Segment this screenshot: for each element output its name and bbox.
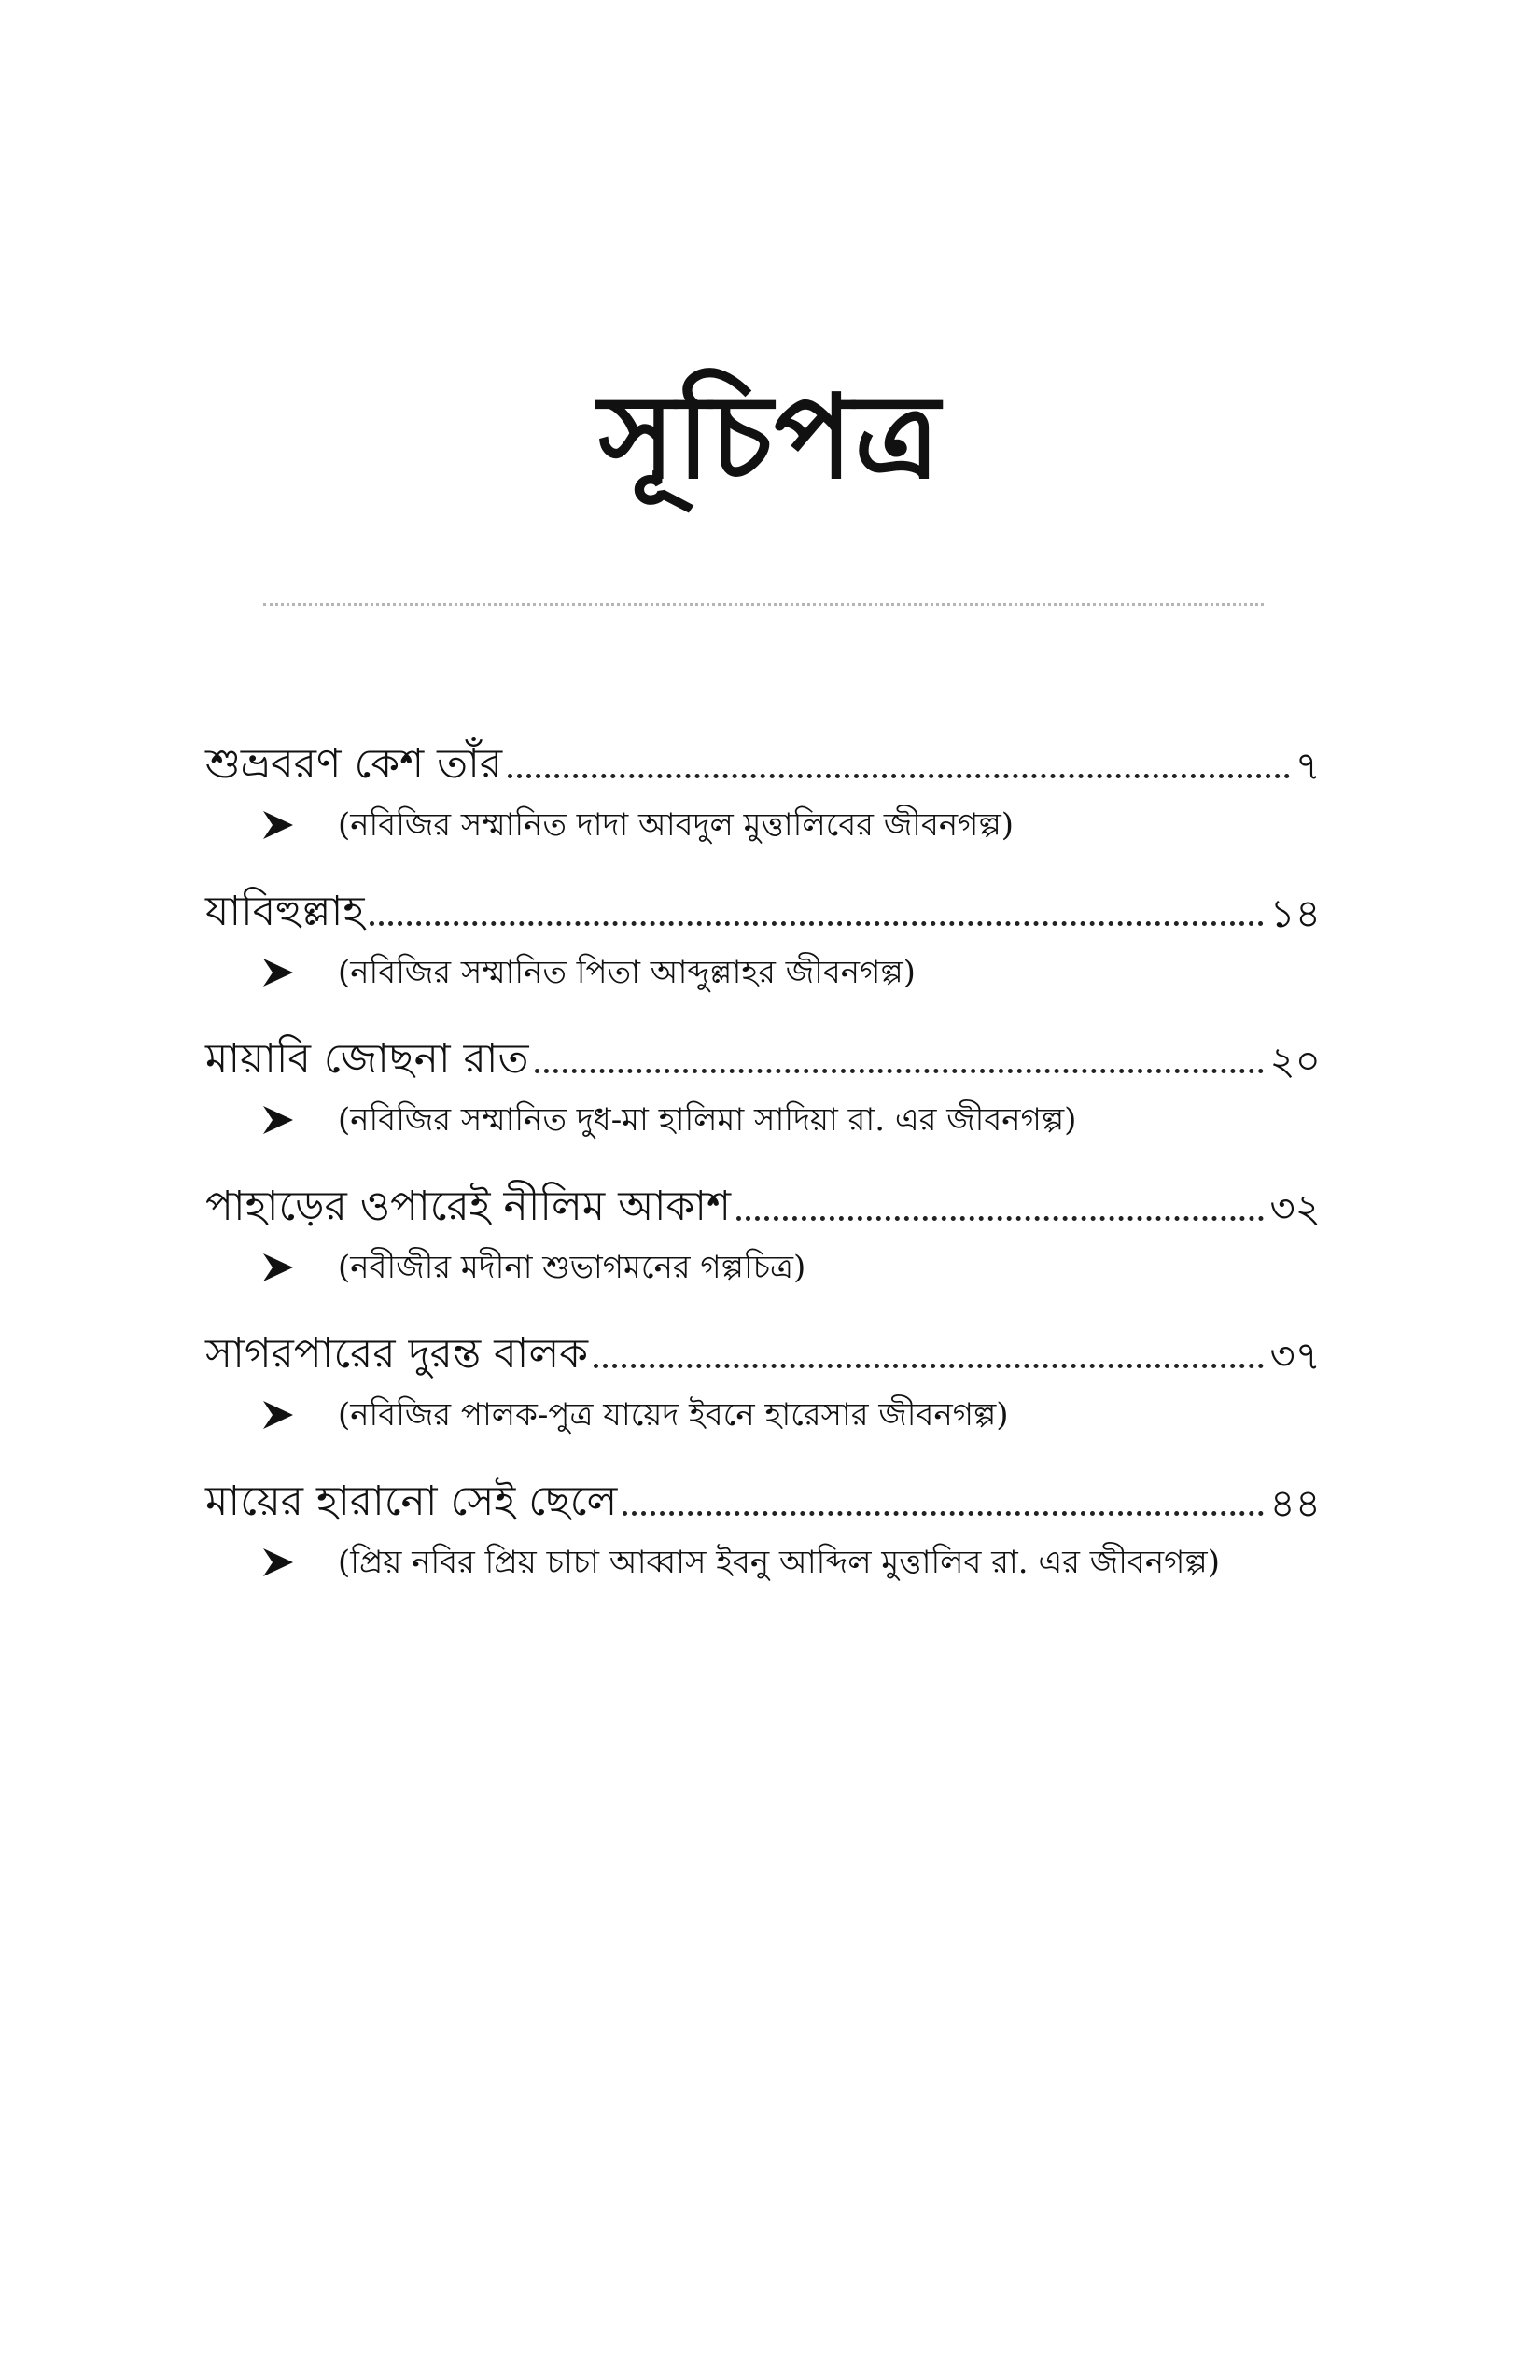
- toc-entry-subtitle: (প্রিয় নবির প্রিয় চাচা আব্বাস ইবনু আব্দিল মুত্তালিব রা. এর জীবনগল্প): [338, 1543, 1220, 1581]
- toc-entry: [205, 1318, 1321, 1465]
- toc-entry: [205, 1465, 1321, 1613]
- toc-entry-subtitle-row: [205, 1094, 1321, 1146]
- dot-leader: [736, 1216, 1264, 1221]
- toc-page-number: ৭: [1295, 742, 1321, 789]
- toc-entry-subtitle-row: [205, 946, 1321, 999]
- toc-entry-subtitle: (নবিজির সম্মানিত দাদা আবদুল মুত্তালিবের জীবনগল্প): [338, 805, 1015, 844]
- toc-page-number: ৩৭: [1269, 1332, 1321, 1379]
- dot-leader: [594, 1364, 1264, 1368]
- toc-entry: [205, 1023, 1321, 1170]
- toc-entry: [205, 728, 1321, 875]
- toc-entry-subtitle: (নবিজির সম্মানিত দুধ-মা হালিমা সাদিয়া রা. এর জীবনগল্প): [338, 1100, 1077, 1139]
- toc-entry-title: শুভ্রবরণ কেশ তাঁর: [205, 740, 503, 789]
- toc-entry-subtitle-row: [205, 799, 1321, 851]
- toc-entry: [205, 1170, 1321, 1318]
- toc-page-number: ২০: [1269, 1037, 1321, 1084]
- dot-leader: [535, 1069, 1265, 1073]
- arrowhead-bullet-icon: [261, 1252, 295, 1283]
- toc-entry-title: যাবিহুল্লাহ: [205, 888, 365, 936]
- toc-entry-row: [205, 728, 1321, 790]
- toc-entry: [205, 875, 1321, 1023]
- toc-entry-subtitle-row: [205, 1241, 1321, 1294]
- toc-entry-title: পাহাড়ের ওপারেই নীলিম আকাশ: [205, 1183, 732, 1231]
- arrowhead-bullet-icon: [261, 809, 295, 841]
- toc-entry-subtitle-row: [205, 1536, 1321, 1589]
- toc-entry-subtitle-row: [205, 1389, 1321, 1441]
- page-title: সূচিপত্র: [598, 370, 942, 505]
- arrowhead-bullet-icon: [261, 1547, 295, 1578]
- toc-entry-row: [205, 1465, 1321, 1527]
- toc-entry-row: [205, 875, 1321, 937]
- toc-entry-title: মায়ের হারানো সেই ছেলে: [205, 1477, 618, 1526]
- arrowhead-bullet-icon: [261, 1104, 295, 1136]
- toc-page-number: ৩২: [1269, 1184, 1321, 1231]
- toc-entry-title: সাগরপারের দুরন্ত বালক: [205, 1330, 589, 1379]
- toc-entry-subtitle: (নবিজির পালক-পুত্র যায়েদ ইবনে হারেসার জীবনগল্প): [338, 1395, 1009, 1434]
- toc-entry-title: মায়াবি জোছনা রাত: [205, 1035, 529, 1084]
- toc-entry-row: [205, 1023, 1321, 1085]
- toc-page-number: ১৪: [1269, 889, 1321, 936]
- dot-leader: [370, 921, 1264, 926]
- table-of-contents: [205, 728, 1321, 1613]
- dot-leader: [623, 1511, 1264, 1516]
- dot-leader: [508, 774, 1290, 778]
- arrowhead-bullet-icon: [261, 1399, 295, 1431]
- arrowhead-bullet-icon: [261, 957, 295, 988]
- toc-entry-subtitle: (নবীজীর মদীনা শুভাগমনের গল্পচিত্র): [338, 1248, 806, 1286]
- toc-entry-row: [205, 1170, 1321, 1232]
- toc-entry-row: [205, 1318, 1321, 1379]
- toc-entry-subtitle: (নবিজির সম্মানিত পিতা আব্দুল্লাহর জীবনগল্প): [338, 953, 916, 991]
- toc-page-number: ৪৪: [1269, 1479, 1321, 1526]
- title-divider: [263, 603, 1264, 606]
